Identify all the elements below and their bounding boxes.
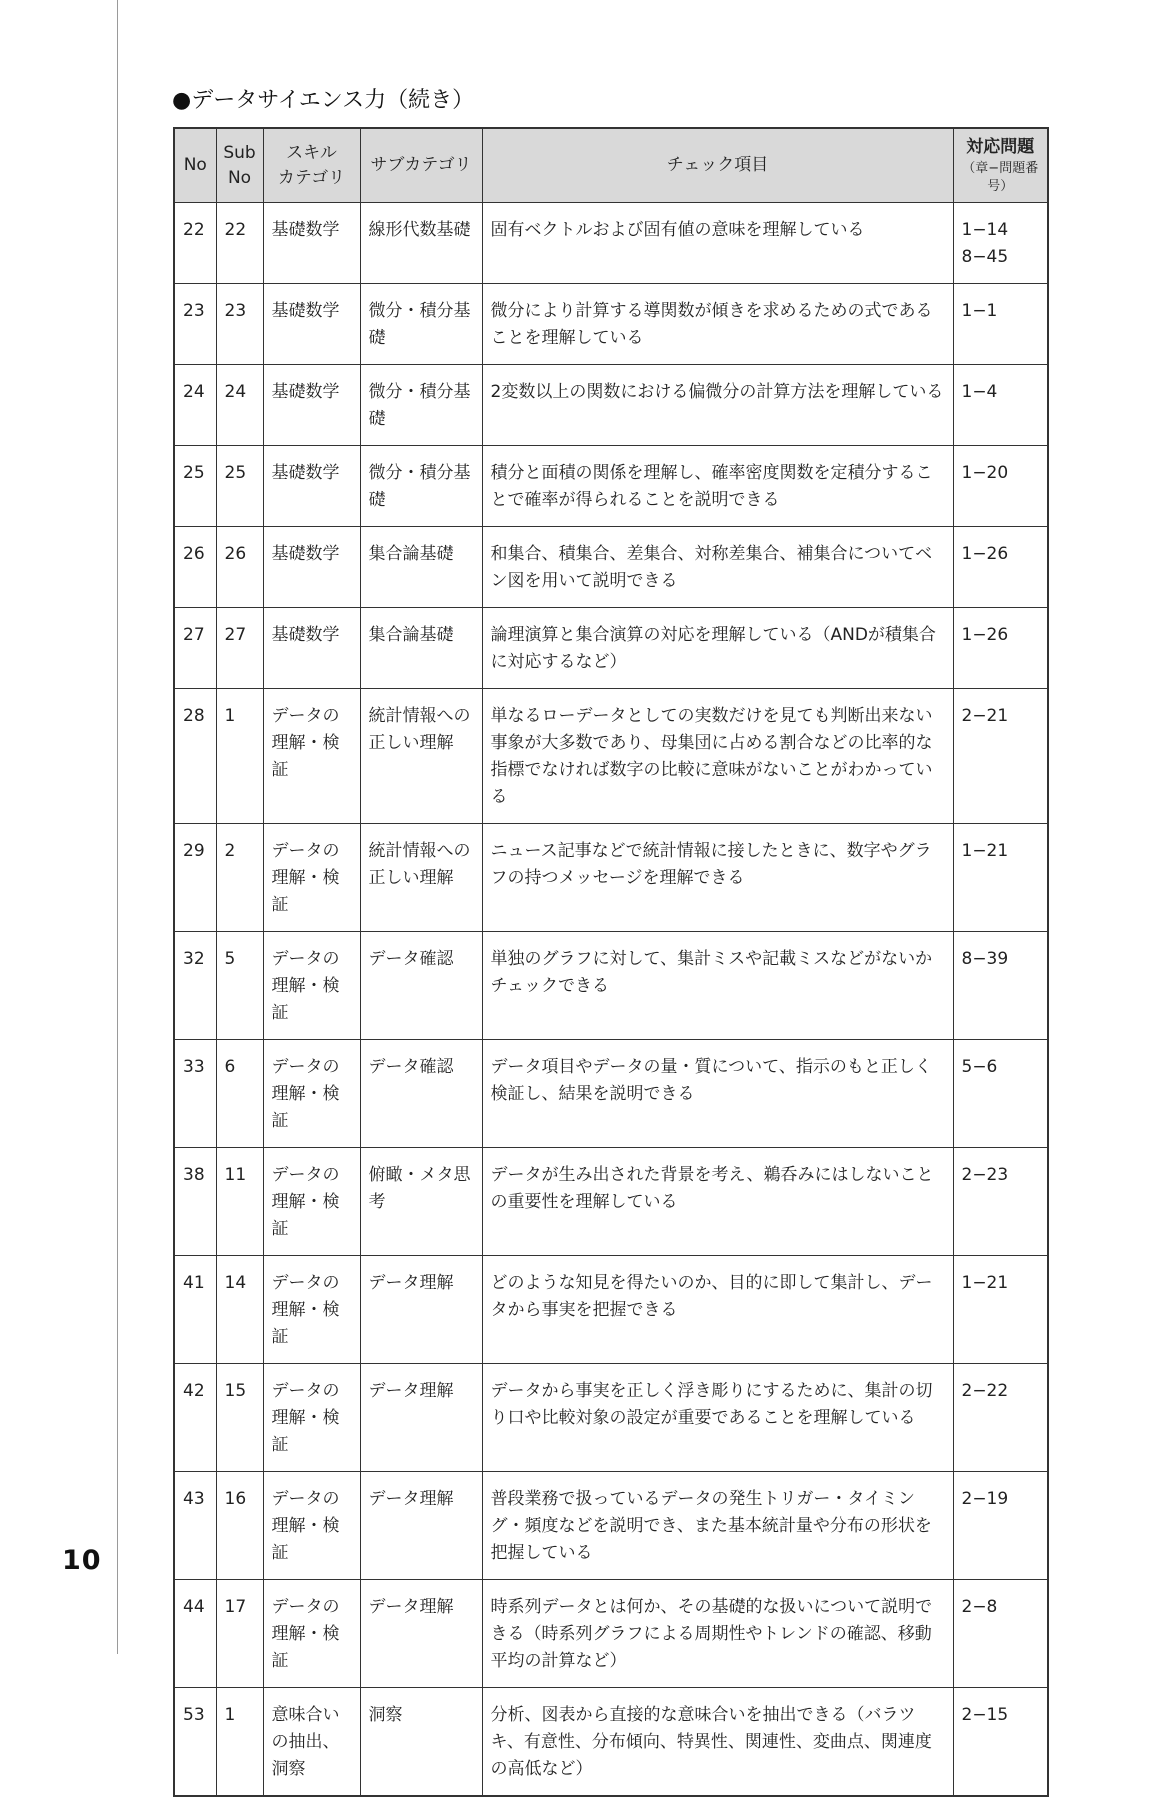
table-row [174, 1148, 1048, 1256]
cell-no: 23 [174, 284, 216, 365]
header-sub-no-line1: Sub [223, 142, 256, 163]
header-sub-category: サブカテゴリ [360, 128, 482, 203]
header-sub-no [216, 128, 263, 203]
cell-sub-category: 微分・積分基礎 [360, 365, 482, 446]
cell-sub-category: 集合論基礎 [360, 608, 482, 689]
header-skill-category-line1: スキル [286, 142, 337, 163]
table-body [174, 203, 1048, 1797]
table-row [174, 1688, 1048, 1797]
header-skill-category [263, 128, 360, 203]
cell-sub-category: 集合論基礎 [360, 527, 482, 608]
header-check-item: チェック項目 [482, 128, 953, 203]
cell-no: 33 [174, 1040, 216, 1148]
cell-question: 1−26 [953, 608, 1048, 689]
cell-sub-no: 24 [216, 365, 263, 446]
cell-question: 2−8 [953, 1580, 1048, 1688]
cell-question: 1−1 [953, 284, 1048, 365]
header-question-line1: 対応問題 [966, 137, 1035, 157]
cell-sub-no: 25 [216, 446, 263, 527]
cell-skill-category: データの理解・検証 [263, 689, 360, 824]
cell-skill-category: 意味合いの抽出、洞察 [263, 1688, 360, 1797]
cell-sub-no: 5 [216, 932, 263, 1040]
cell-no: 22 [174, 203, 216, 284]
header-question-line2: （章−問題番号） [962, 161, 1039, 194]
cell-sub-no: 27 [216, 608, 263, 689]
cell-no: 28 [174, 689, 216, 824]
cell-check-item: 2変数以上の関数における偏微分の計算方法を理解している [482, 365, 953, 446]
cell-skill-category: データの理解・検証 [263, 824, 360, 932]
cell-sub-no: 26 [216, 527, 263, 608]
cell-question: 1−14 8−45 [953, 203, 1048, 284]
cell-check-item: どのような知見を得たいのか、目的に即して集計し、データから事実を把握できる [482, 1256, 953, 1364]
cell-question: 1−21 [953, 1256, 1048, 1364]
header-sub-no-line2: No [227, 167, 252, 188]
cell-sub-category: 統計情報への正しい理解 [360, 689, 482, 824]
cell-skill-category: 基礎数学 [263, 203, 360, 284]
cell-question: 2−22 [953, 1364, 1048, 1472]
table-row [174, 527, 1048, 608]
cell-skill-category: データの理解・検証 [263, 1580, 360, 1688]
table-row [174, 284, 1048, 365]
table-row [174, 1040, 1048, 1148]
cell-skill-category: 基礎数学 [263, 527, 360, 608]
header-no: No [174, 128, 216, 203]
cell-sub-category: 微分・積分基礎 [360, 284, 482, 365]
cell-check-item: 積分と面積の関係を理解し、確率密度関数を定積分することで確率が得られることを説明できる [482, 446, 953, 527]
table-row [174, 932, 1048, 1040]
cell-skill-category: 基礎数学 [263, 608, 360, 689]
cell-no: 26 [174, 527, 216, 608]
margin-rule [117, 0, 118, 1654]
cell-no: 43 [174, 1472, 216, 1580]
cell-check-item: データ項目やデータの量・質について、指示のもと正しく検証し、結果を説明できる [482, 1040, 953, 1148]
cell-no: 44 [174, 1580, 216, 1688]
cell-no: 53 [174, 1688, 216, 1797]
table-row [174, 365, 1048, 446]
cell-check-item: 単独のグラフに対して、集計ミスや記載ミスなどがないかチェックできる [482, 932, 953, 1040]
cell-question: 2−15 [953, 1688, 1048, 1797]
cell-sub-no: 15 [216, 1364, 263, 1472]
cell-question: 5−6 [953, 1040, 1048, 1148]
header-question [953, 128, 1048, 203]
cell-no: 42 [174, 1364, 216, 1472]
cell-sub-category: データ確認 [360, 932, 482, 1040]
cell-sub-category: データ理解 [360, 1472, 482, 1580]
cell-question: 1−4 [953, 365, 1048, 446]
table-row [174, 824, 1048, 932]
cell-check-item: ニュース記事などで統計情報に接したときに、数字やグラフの持つメッセージを理解できる [482, 824, 953, 932]
cell-skill-category: データの理解・検証 [263, 1148, 360, 1256]
cell-sub-no: 6 [216, 1040, 263, 1148]
table-row [174, 1364, 1048, 1472]
cell-no: 25 [174, 446, 216, 527]
table-row [174, 446, 1048, 527]
cell-sub-no: 2 [216, 824, 263, 932]
cell-question: 2−21 [953, 689, 1048, 824]
cell-sub-category: 統計情報への正しい理解 [360, 824, 482, 932]
cell-no: 32 [174, 932, 216, 1040]
cell-check-item: 固有ベクトルおよび固有値の意味を理解している [482, 203, 953, 284]
cell-no: 41 [174, 1256, 216, 1364]
table-row [174, 203, 1048, 284]
cell-check-item: データが生み出された背景を考え、鵜呑みにはしないことの重要性を理解している [482, 1148, 953, 1256]
cell-question: 1−20 [953, 446, 1048, 527]
cell-sub-category: 洞察 [360, 1688, 482, 1797]
section-title: ●データサイエンス力（続き） [172, 88, 475, 113]
cell-question: 2−19 [953, 1472, 1048, 1580]
cell-sub-no: 1 [216, 1688, 263, 1797]
table-header-row [174, 128, 1048, 203]
cell-skill-category: データの理解・検証 [263, 1040, 360, 1148]
cell-question: 8−39 [953, 932, 1048, 1040]
table-row [174, 1256, 1048, 1364]
table-row [174, 608, 1048, 689]
cell-question: 2−23 [953, 1148, 1048, 1256]
cell-sub-no: 16 [216, 1472, 263, 1580]
cell-sub-category: 微分・積分基礎 [360, 446, 482, 527]
cell-check-item: 普段業務で扱っているデータの発生トリガー・タイミング・頻度などを説明でき、また基本統計量や分布の形状を把握している [482, 1472, 953, 1580]
table-row [174, 1580, 1048, 1688]
cell-skill-category: 基礎数学 [263, 365, 360, 446]
cell-sub-category: データ理解 [360, 1580, 482, 1688]
cell-check-item: 論理演算と集合演算の対応を理解している（ANDが積集合に対応するなど） [482, 608, 953, 689]
skills-table [173, 127, 1049, 1797]
cell-no: 29 [174, 824, 216, 932]
cell-sub-no: 11 [216, 1148, 263, 1256]
cell-skill-category: 基礎数学 [263, 284, 360, 365]
cell-sub-no: 1 [216, 689, 263, 824]
cell-check-item: 微分により計算する導関数が傾きを求めるための式であることを理解している [482, 284, 953, 365]
cell-check-item: データから事実を正しく浮き彫りにするために、集計の切り口や比較対象の設定が重要であることを理解している [482, 1364, 953, 1472]
cell-no: 38 [174, 1148, 216, 1256]
cell-no: 24 [174, 365, 216, 446]
cell-question: 1−21 [953, 824, 1048, 932]
cell-skill-category: データの理解・検証 [263, 1472, 360, 1580]
cell-sub-no: 22 [216, 203, 263, 284]
cell-sub-category: 線形代数基礎 [360, 203, 482, 284]
cell-sub-category: データ理解 [360, 1256, 482, 1364]
cell-skill-category: 基礎数学 [263, 446, 360, 527]
cell-skill-category: データの理解・検証 [263, 932, 360, 1040]
cell-sub-no: 14 [216, 1256, 263, 1364]
cell-question: 1−26 [953, 527, 1048, 608]
cell-sub-no: 23 [216, 284, 263, 365]
cell-check-item: 単なるローデータとしての実数だけを見ても判断出来ない事象が大多数であり、母集団に占める割合などの比率的な指標でなければ数字の比較に意味がないことがわかっている [482, 689, 953, 824]
cell-check-item: 時系列データとは何か、その基礎的な扱いについて説明できる（時系列グラフによる周期性やトレンドの確認、移動平均の計算など） [482, 1580, 953, 1688]
cell-sub-no: 17 [216, 1580, 263, 1688]
header-skill-category-line2: カテゴリ [277, 167, 346, 188]
cell-sub-category: データ理解 [360, 1364, 482, 1472]
cell-check-item: 和集合、積集合、差集合、対称差集合、補集合についてベン図を用いて説明できる [482, 527, 953, 608]
cell-skill-category: データの理解・検証 [263, 1256, 360, 1364]
cell-sub-category: データ確認 [360, 1040, 482, 1148]
cell-skill-category: データの理解・検証 [263, 1364, 360, 1472]
page-number: 10 [62, 1545, 102, 1576]
table-row [174, 689, 1048, 824]
table-row [174, 1472, 1048, 1580]
cell-check-item: 分析、図表から直接的な意味合いを抽出できる（バラツキ、有意性、分布傾向、特異性、関連性、変曲点、関連度の高低など） [482, 1688, 953, 1797]
cell-no: 27 [174, 608, 216, 689]
cell-sub-category: 俯瞰・メタ思考 [360, 1148, 482, 1256]
